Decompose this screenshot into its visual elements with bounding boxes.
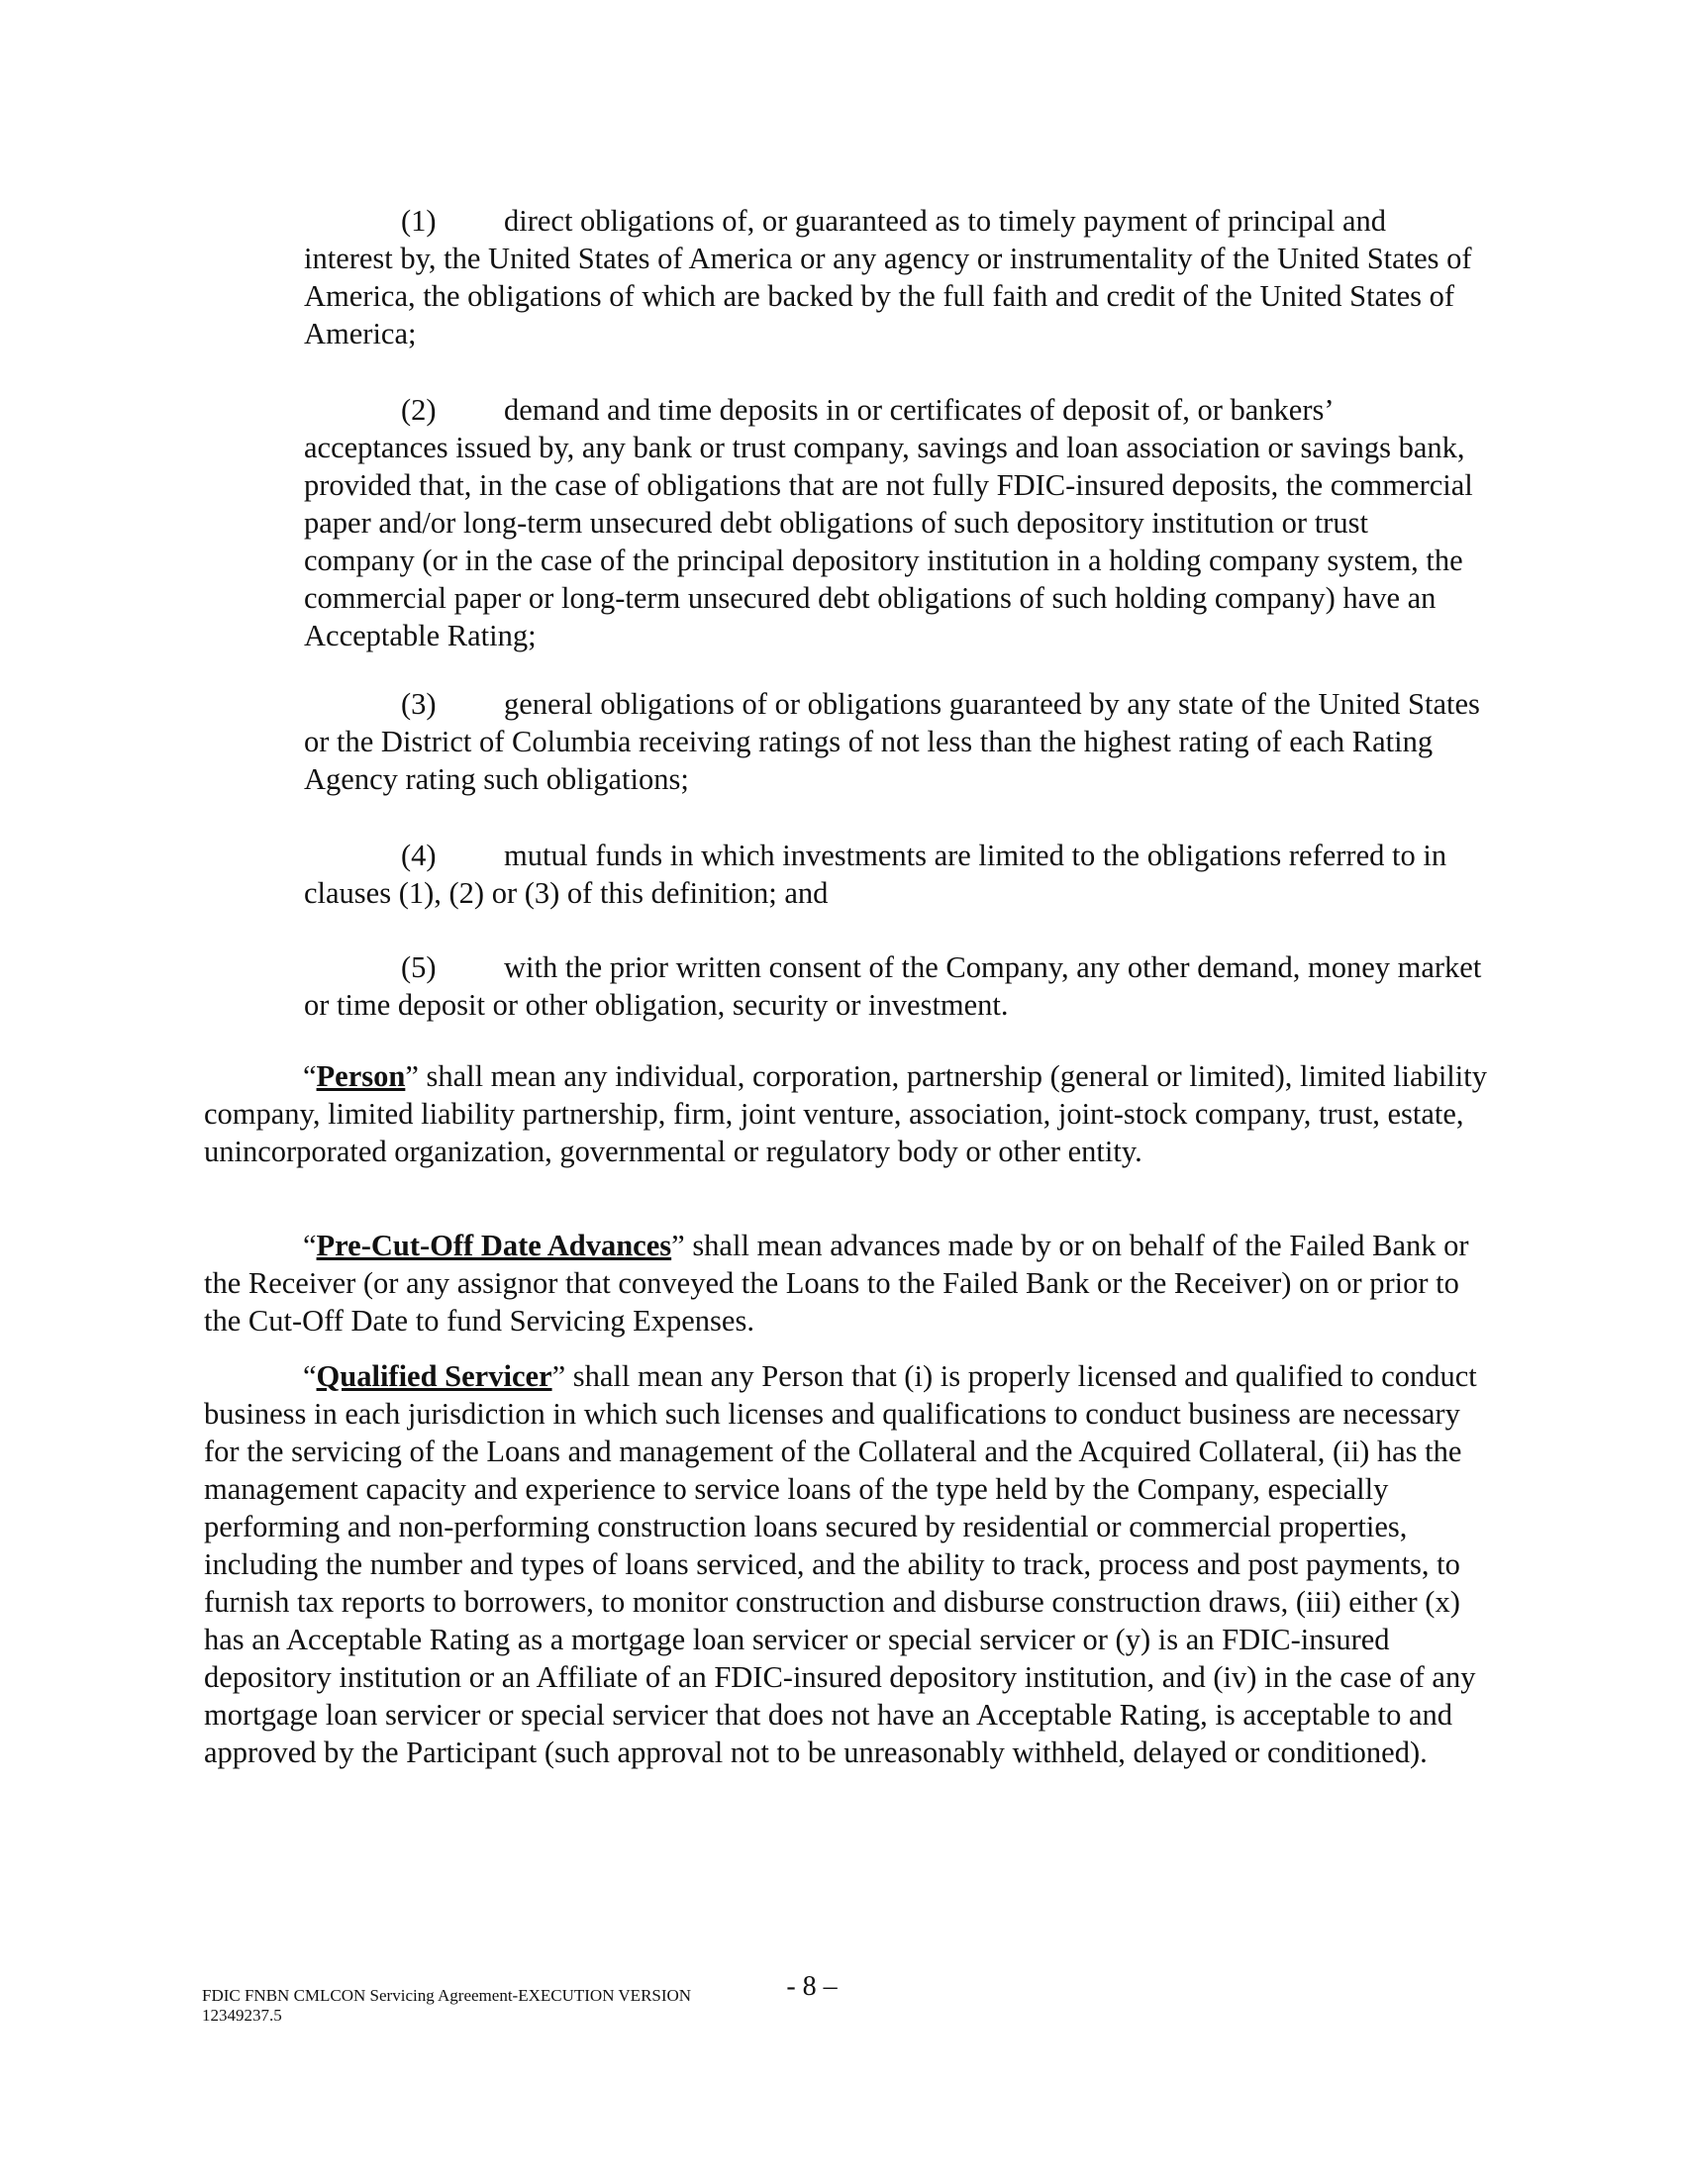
definition-qualified-servicer <box>204 1357 1491 1771</box>
open-quote: “ <box>303 1229 317 1262</box>
list-item <box>304 202 1482 352</box>
page-number: - 8 – <box>786 1971 838 2002</box>
definition-text: shall mean any individual, corporation, partnership (general or limited), limited liability company, limited liability partnership, firm, joint venture, association, joint-stock company, trust, estate, unincorporated organization, governmental or regulatory body or other entity. <box>204 1059 1487 1168</box>
item-number: (1) <box>401 204 437 238</box>
open-quote: “ <box>303 1059 317 1093</box>
defined-term: Pre-Cut-Off Date Advances <box>316 1229 672 1262</box>
open-quote: “ <box>303 1359 317 1393</box>
list-item <box>304 685 1482 798</box>
item-number: (2) <box>401 393 437 427</box>
defined-term: Qualified Servicer <box>316 1359 552 1393</box>
item-text: with the prior written consent of the Company, any other demand, money market or time deposit or other obligation, security or investment. <box>304 950 1482 1022</box>
close-quote: ” <box>671 1229 685 1262</box>
list-item <box>304 948 1482 1024</box>
list-item <box>304 837 1482 912</box>
footer-title: FDIC FNBN CMLCON Servicing Agreement-EXECUTION VERSION <box>202 1986 692 2005</box>
definition-text: shall mean advances made by or on behalf of the Failed Bank or the Receiver (or any assignor that conveyed the Loans to the Failed Bank or the Receiver) on or prior to the Cut-Off Date to fund Servicing Expenses. <box>204 1229 1469 1338</box>
defined-term: Person <box>316 1059 406 1093</box>
item-text: mutual funds in which investments are limited to the obligations referred to in clauses (1), (2) or (3) of this definition; and <box>304 839 1447 910</box>
item-number: (3) <box>401 687 437 721</box>
definition-person <box>204 1057 1491 1170</box>
item-text: general obligations of or obligations guaranteed by any state of the United States or the District of Columbia receiving ratings of not less than the highest rating of each Rating Agency rating such obligations; <box>304 687 1480 796</box>
item-text: demand and time deposits in or certificates of deposit of, or bankers’ acceptances issued by, any bank or trust company, savings and loan association or savings bank, provided that, in the case of obligations that are not fully FDIC-insured deposits, the commercial paper and/or long-term unsecured debt obligations of such depository institution or trust company (or in the case of the principal depository institution in a holding company system, the commercial paper or long-term unsecured debt obligations of such holding company) have an Acceptable Rating; <box>304 393 1473 652</box>
footer-doc-id: 12349237.5 <box>202 2006 282 2025</box>
item-number: (4) <box>401 839 437 872</box>
item-text: direct obligations of, or guaranteed as to timely payment of principal and interest by, the United States of America or any agency or instrumentality of the United States of America, the obligations of which are backed by the full faith and credit of the United States of America; <box>304 204 1472 350</box>
definition-text: shall mean any Person that (i) is properly licensed and qualified to conduct business in each jurisdiction in which such licenses and qualifications to conduct business are necessary for the servicing of the Loans and management of the Collateral and the Acquired Collateral, (ii) has the management capacity and experience to service loans of the type held by the Company, especially performing and non-performing construction loans secured by residential or commercial properties, including the number and types of loans serviced, and the ability to track, process and post payments, to furnish tax reports to borrowers, to monitor construction and disburse construction draws, (iii) either (x) has an Acceptable Rating as a mortgage loan servicer or special servicer or (y) is an FDIC-insured depository institution or an Affiliate of an FDIC-insured depository institution, and (iv) in the case of any mortgage loan servicer or special servicer that does not have an Acceptable Rating, is acceptable to and approved by the Participant (such approval not to be unreasonably withheld, delayed or conditioned). <box>204 1359 1477 1769</box>
list-item <box>304 391 1482 654</box>
close-quote: ” <box>551 1359 566 1393</box>
close-quote: ” <box>405 1059 419 1093</box>
item-number: (5) <box>401 950 437 984</box>
definition-pre-cut-off-date-advances <box>204 1227 1491 1340</box>
